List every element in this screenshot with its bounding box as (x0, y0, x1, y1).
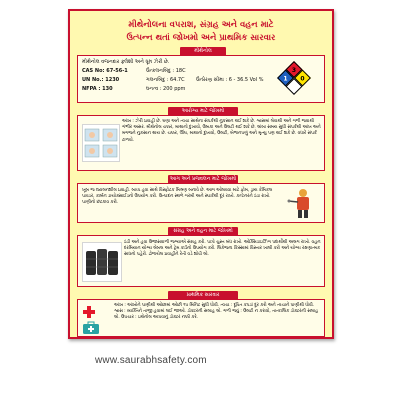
nfpa-diamond-icon (277, 61, 311, 95)
melting-point: ગલનબિંદુ : 64.7C (146, 77, 185, 83)
transport-section-header: સંગ્રહ અને વહન માટે જોખમો (168, 227, 238, 236)
first-aid-kit-icon (82, 320, 100, 334)
nfpa-fire-quadrant: 3 (286, 61, 303, 78)
red-cross-icon (82, 304, 96, 318)
firefighter-icon (286, 187, 320, 220)
website-url[interactable]: www.saurabhsafety.com (95, 355, 207, 366)
title-line-2: ઉત્પન્ન થતાં જોખમો અને પ્રાથમિક સારવાર (126, 33, 276, 43)
fire-section-header: આગ અને પ્રજ્વલન માટે જોખમો (169, 176, 237, 182)
nfpa-health-quadrant: 1 (277, 70, 294, 87)
health-text: આંખ : ઝેરી પ્રવાહી છે. ઘણા અને ત્વચા સાથેના સંપર્કથી નુકસાન થઈ શકે છે. શ્વાસમાં લેવાથી અને ગળી જવાથી ગંભીર અસર. મીથેનોલ ચક્કર, માથાનો દુખાવો, ઉબકા અને ઉલટી થઈ શકે છે. લાંબા સમય સુધી સંપર્કથી આંખ અને મગજને નુકસાન થાય છે. ચક્કર, ઊંઘ, માથાનો દુખાવો, ઉલટી, બેભાનપણું અને મૃત્યુ પણ થઈ શકે છે. વધારે સંપર્ક ટાળવો. (122, 119, 321, 143)
methanol-section-header: મીથેનોલ (180, 47, 226, 56)
flammability-limit: ઉત્પ્રેરણ સીમા : 6 - 36.5 Vol % (196, 77, 264, 83)
drums-illustration (82, 242, 122, 282)
exposure-limit: ઘનત્વ : 200 ppm (146, 86, 186, 92)
safety-poster (68, 9, 334, 339)
title-line-1: મીથેનોલના વપરાશ, સંગ્રહ અને વહન માટે (128, 20, 274, 30)
firstaid-box (77, 299, 325, 337)
health-box (77, 115, 325, 171)
firstaid-text: આંખ : આંખોને પાણીથી ઓછામાં ઓછી ૧૫ મિનિટ સુધી ધોવી. ત્વચા : દૂષિત કપડાં દૂર કરો અને ત્વચાને પાણીથી ધોવી. શ્વાસ : વ્યક્તિને તાજી હવામાં લઈ જાઓ. ડૉક્ટરની સલાહ લો. ગળી જવું : ઉલટી ન કરાવો, તાત્કાલિક ડૉક્ટરની સલાહ લો. ઉપચાર : ઇથેનોલ આપવાનું ડૉક્ટર નક્કી કરે. (114, 303, 319, 321)
poster-title (80, 19, 322, 45)
nfpa-code: NFPA : 130 (82, 86, 113, 92)
health-section-header: આરોગ્ય માટે જોખમો (168, 107, 238, 116)
nfpa-reactivity-quadrant: 0 (294, 70, 311, 87)
transport-text: ઠંડી અને હવા ઉજાસવાળી જગ્યાએ સંગ્રહ કરો. પાત્રો ચુસ્ત બંધ રાખો. ઓક્સિડાઇઝિંગ પદાર્થોથી અલગ રાખો. વહન દરમિયાન યોગ્ય લેબલ અને ટ્રેમ કાર્ડનો ઉપયોગ કરો. લિકેજના કિસ્સામાં વિસ્તાર ખાલી કરો અને યોગ્ય રક્ષણાત્મક સાધનો પહેરો. ઢોળાયેલ પ્રવાહીને રેતી વડે શોષી લો. (124, 240, 321, 258)
health-illustration (82, 124, 120, 162)
un-number: UN No.: 1230 (82, 77, 120, 83)
fire-box (77, 183, 325, 223)
transport-box (77, 235, 325, 287)
methanol-info-box (77, 55, 325, 103)
fire-text: ખૂબ જ જ્વલનશીલ પ્રવાહી. બાષ્પ હવા સાથે વિસ્ફોટક મિશ્રણ બનાવે છે. આગ ઓલવવા માટે ફોમ, ડ્રાય કેમિકલ પાવડર, કાર્બન ડાયોક્સાઈડનો ઉપયોગ કરો. ઉત્પાદન સ્થળે ગરમી અને સ્પાર્કથી દૂર રાખો. કન્ટેનરને ઠંડા રાખો. પાણીનો છંટકાવ કરો. (82, 188, 273, 206)
firstaid-section-header: પ્રાથમિક સારવાર (168, 291, 238, 300)
methanol-intro: મીથેનોલ વજનદાર ફ્લેશી અને ધૂમ ઝેરી છે. (82, 59, 170, 65)
boiling-point: ઉત્કલનબિંદુ : 18C (146, 68, 186, 74)
cas-number: CAS No: 67-56-1 (82, 68, 128, 74)
